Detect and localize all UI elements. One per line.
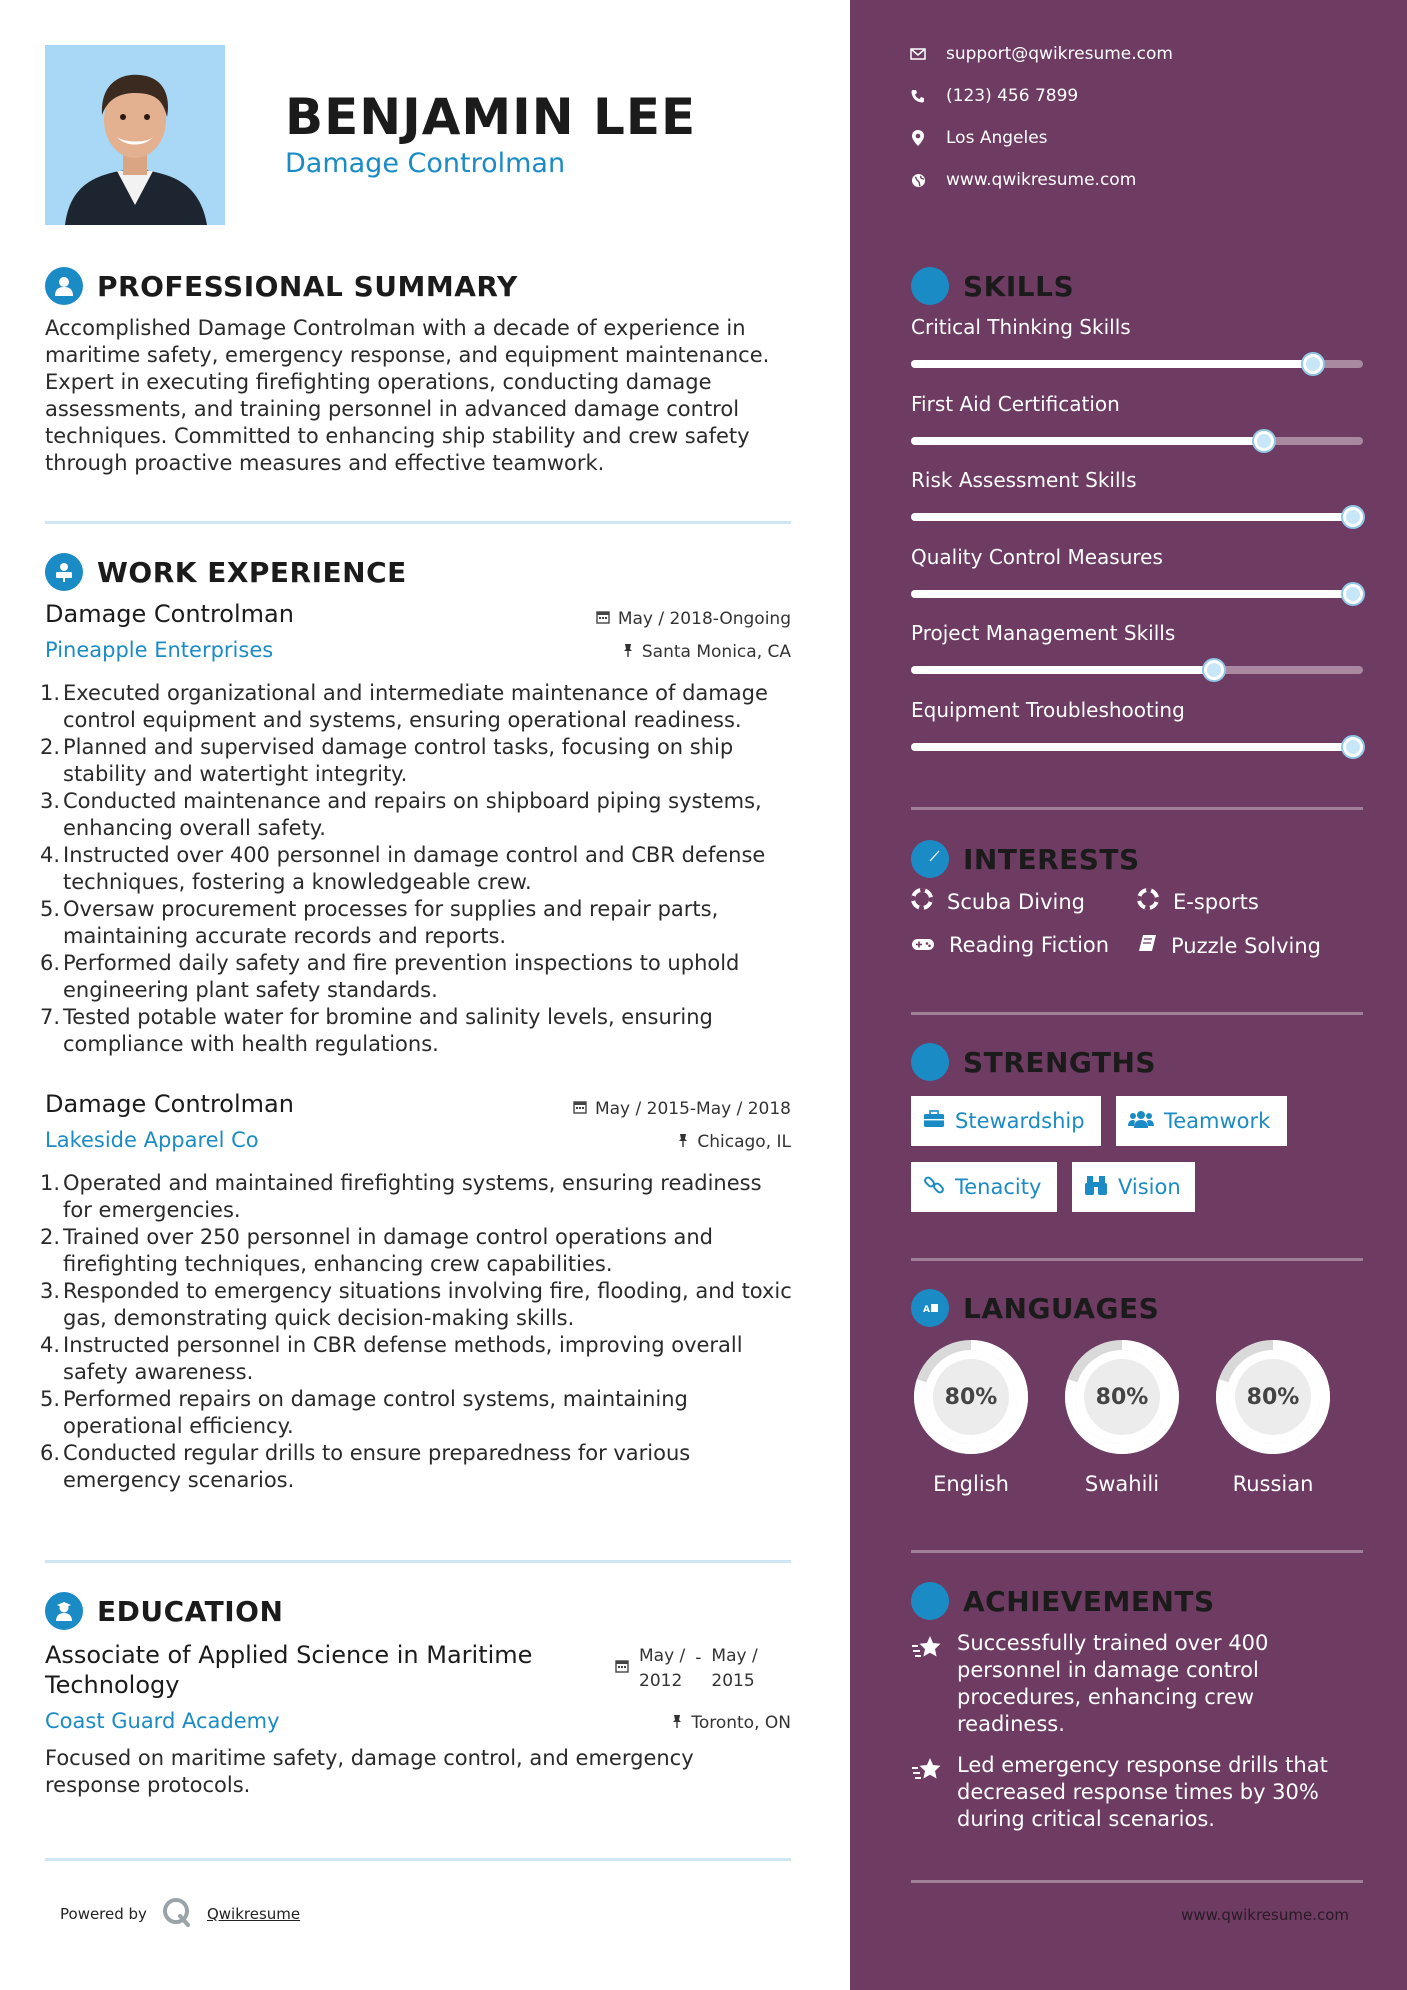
achievement-line: Successfully trained over 400 xyxy=(957,1631,1269,1655)
degree-title xyxy=(45,1640,532,1700)
section-divider xyxy=(45,1560,791,1563)
item-number: 5. xyxy=(40,897,61,921)
experience-title: WORK EXPERIENCE xyxy=(97,555,407,589)
start-line: 2012 xyxy=(639,1671,683,1691)
job-location xyxy=(677,1132,791,1152)
item-number: 2. xyxy=(40,1225,61,1249)
item-number: 1. xyxy=(40,681,61,705)
skill-bar-fill xyxy=(911,360,1313,368)
list-item xyxy=(40,1332,795,1386)
skill-bar-fill xyxy=(911,666,1214,674)
strengths-header xyxy=(911,1043,1156,1081)
interests-title: INTERESTS xyxy=(963,842,1140,876)
gamepad-icon xyxy=(911,933,935,957)
item-line: Performed daily safety and fire prevention inspections to uphold xyxy=(63,951,740,975)
summary-line: maritime safety, emergency response, and equipment maintenance. xyxy=(45,343,770,367)
achievement-line: Led emergency response drills that xyxy=(957,1753,1328,1777)
job-bullets xyxy=(40,680,795,1058)
sidebar-divider xyxy=(911,1880,1363,1883)
skill-name: Project Management Skills xyxy=(911,621,1176,645)
interest-label: E-sports xyxy=(1173,889,1259,914)
lightbulb-icon xyxy=(911,267,949,305)
pin-icon xyxy=(677,1132,689,1152)
list-item xyxy=(40,950,795,1004)
strength-label: Stewardship xyxy=(955,1109,1085,1133)
achievement-text xyxy=(957,1630,1268,1738)
language-percent: 80% xyxy=(1095,1384,1149,1410)
star-icon xyxy=(911,1582,949,1620)
fist-icon xyxy=(911,1043,949,1081)
life-ring-icon xyxy=(1137,888,1159,915)
degree-line: Technology xyxy=(45,1671,180,1699)
item-line: Tested potable water for bromine and salinity levels, ensuring xyxy=(63,1005,713,1029)
item-number: 7. xyxy=(40,1005,61,1029)
education-end xyxy=(711,1644,757,1694)
link-icon xyxy=(923,1174,945,1201)
contact-location xyxy=(910,128,1048,148)
job-company: Pineapple Enterprises xyxy=(45,638,274,662)
item-line: Conducted maintenance and repairs on shipboard piping systems, xyxy=(63,789,762,813)
candidate-title: Damage Controlman xyxy=(285,148,566,179)
interest-label: Reading Fiction xyxy=(949,933,1110,957)
achievement-text xyxy=(957,1752,1328,1833)
job-bullets xyxy=(40,1170,795,1494)
item-line: Operated and maintained firefighting systems, ensuring readiness xyxy=(63,1171,762,1195)
languages-title: LANGUAGES xyxy=(963,1291,1160,1325)
education-start xyxy=(639,1644,685,1694)
shooting-star-icon xyxy=(911,1630,945,1738)
item-number: 3. xyxy=(40,1279,61,1303)
website-text: www.qwikresume.com xyxy=(946,170,1137,190)
skill-name: Critical Thinking Skills xyxy=(911,315,1131,339)
item-line: Instructed over 400 personnel in damage control and CBR defense xyxy=(63,843,766,867)
language-name: Swahili xyxy=(1084,1472,1160,1496)
summary-line: Expert in executing firefighting operations, conducting damage xyxy=(45,370,712,394)
strength-tag xyxy=(911,1162,1057,1212)
job-location xyxy=(622,642,791,662)
presentation-icon xyxy=(45,553,83,591)
language-percent: 80% xyxy=(1246,1384,1300,1410)
language-item xyxy=(1059,1334,1185,1496)
item-line: gas, demonstrating quick decision-making skills. xyxy=(63,1306,575,1330)
interest-label: Puzzle Solving xyxy=(1171,933,1321,958)
languages-header xyxy=(911,1289,1159,1327)
item-line: firefighting techniques, enhancing crew capabilities. xyxy=(63,1252,613,1276)
description-line: Focused on maritime safety, damage control, and emergency xyxy=(45,1746,694,1770)
item-line: enhancing overall safety. xyxy=(63,816,326,840)
strength-label: Tenacity xyxy=(955,1175,1042,1199)
skill-level-knob xyxy=(1343,737,1363,757)
job-title: Damage Controlman xyxy=(45,600,294,628)
job-location-text: Chicago, IL xyxy=(697,1132,791,1152)
education-title: EDUCATION xyxy=(97,1594,284,1628)
skill-bar xyxy=(911,437,1363,445)
skill-bar-fill xyxy=(911,743,1363,751)
contact-phone[interactable] xyxy=(910,86,1078,106)
item-number: 1. xyxy=(40,1171,61,1195)
skill-bar xyxy=(911,590,1363,598)
list-item xyxy=(40,1440,795,1494)
job-date xyxy=(596,609,791,629)
skills-title: SKILLS xyxy=(963,269,1075,303)
skill-name: Quality Control Measures xyxy=(911,544,1163,569)
strength-tag xyxy=(1072,1162,1195,1212)
interest-item xyxy=(911,888,1085,915)
achievement-line: personnel in damage control xyxy=(957,1658,1259,1682)
section-divider xyxy=(45,1858,791,1861)
item-number: 3. xyxy=(40,789,61,813)
list-item xyxy=(40,788,795,842)
item-line: Trained over 250 personnel in damage control operations and xyxy=(63,1225,713,1249)
item-line: Conducted regular drills to ensure preparedness for various xyxy=(63,1441,691,1465)
achievement-line: procedures, enhancing crew xyxy=(957,1685,1255,1709)
job-title: Damage Controlman xyxy=(45,1090,294,1118)
education-location-text: Toronto, ON xyxy=(691,1713,791,1733)
list-item xyxy=(40,1170,795,1224)
language-name: Russian xyxy=(1232,1472,1314,1496)
calendar-icon xyxy=(596,609,610,629)
binoculars-icon xyxy=(1084,1174,1108,1201)
list-item xyxy=(40,1278,795,1332)
skill-name: Risk Assessment Skills xyxy=(911,468,1137,492)
list-item xyxy=(40,1224,795,1278)
skill-name: First Aid Certification xyxy=(911,391,1120,416)
sidebar-divider xyxy=(911,1258,1363,1261)
svg-text:A: A xyxy=(923,1305,930,1315)
skill-bar xyxy=(911,513,1363,521)
footer-website[interactable]: www.qwikresume.com xyxy=(1181,1906,1349,1924)
skill-bar-fill xyxy=(911,590,1363,598)
email-text: support@qwikresume.com xyxy=(946,44,1173,64)
sidebar-divider xyxy=(911,1012,1363,1015)
skill-bar-fill xyxy=(911,437,1264,445)
candidate-name: BENJAMIN LEE xyxy=(285,88,697,146)
strengths-title: STRENGTHS xyxy=(963,1045,1157,1079)
item-line: Planned and supervised damage control tasks, focusing on ship xyxy=(63,735,734,759)
end-line: 2015 xyxy=(711,1671,755,1691)
start-line: May / xyxy=(639,1646,686,1666)
item-line: Performed repairs on damage control systems, maintaining xyxy=(63,1387,688,1411)
list-item xyxy=(40,680,795,734)
strength-label: Teamwork xyxy=(1164,1109,1271,1133)
list-item xyxy=(40,896,795,950)
contact-website[interactable] xyxy=(910,170,1136,190)
user-icon xyxy=(45,267,83,305)
job-company: Lakeside Apparel Co xyxy=(45,1128,259,1152)
pin-icon xyxy=(622,642,634,662)
skill-bar xyxy=(911,666,1363,674)
school-name: Coast Guard Academy xyxy=(45,1709,280,1733)
item-line: Oversaw procurement processes for supplies and repair parts, xyxy=(63,897,719,921)
sidebar-divider xyxy=(911,1550,1363,1553)
calendar-icon xyxy=(615,1644,629,1694)
strength-tag xyxy=(1116,1096,1287,1146)
language-item xyxy=(1210,1334,1336,1496)
users-icon xyxy=(1128,1109,1154,1134)
list-item xyxy=(40,842,795,896)
powered-by-text: Powered by xyxy=(60,1905,147,1923)
achievement-item xyxy=(911,1752,1361,1833)
list-item xyxy=(40,1386,795,1440)
item-line: maintaining accurate records and reports. xyxy=(63,924,507,948)
language-percent: 80% xyxy=(944,1384,998,1410)
job-date xyxy=(573,1099,791,1119)
phone-text: (123) 456 7899 xyxy=(946,86,1079,106)
briefcase-icon xyxy=(923,1109,945,1133)
job-date-text: May / 2018-Ongoing xyxy=(617,609,791,629)
item-line: compliance with health regulations. xyxy=(63,1032,439,1056)
strength-tag xyxy=(911,1096,1101,1146)
location-text: Los Angeles xyxy=(946,128,1048,148)
paper-plane-icon xyxy=(911,840,949,878)
skill-level-knob xyxy=(1343,584,1363,604)
item-line: emergency scenarios. xyxy=(63,1468,295,1492)
education-description xyxy=(45,1745,795,1799)
item-number: 4. xyxy=(40,843,61,867)
date-separator: - xyxy=(695,1648,702,1668)
item-number: 5. xyxy=(40,1387,61,1411)
skills-header xyxy=(911,267,1074,305)
job-date-text: May / 2015-May / 2018 xyxy=(594,1099,791,1119)
language-item xyxy=(908,1334,1034,1496)
education-dates xyxy=(615,1644,758,1694)
end-line: May / xyxy=(711,1646,758,1666)
summary-line: techniques. Committed to enhancing ship stability and crew safety xyxy=(45,424,750,448)
skill-level-knob xyxy=(1343,507,1363,527)
item-line: control equipment and systems, ensuring operational readiness. xyxy=(63,708,742,732)
interest-item xyxy=(911,933,1109,957)
section-divider xyxy=(45,521,791,524)
life-ring-icon xyxy=(911,888,933,915)
achievements-header xyxy=(911,1582,1215,1620)
skill-bar-fill xyxy=(911,513,1363,521)
list-item xyxy=(40,1004,795,1058)
book-icon xyxy=(1137,933,1157,958)
summary-title: PROFESSIONAL SUMMARY xyxy=(97,269,518,303)
skill-level-knob xyxy=(1254,431,1274,451)
globe-icon xyxy=(910,172,926,188)
qwikresume-logo-icon xyxy=(161,1896,193,1932)
profile-photo xyxy=(45,45,225,225)
graduate-icon xyxy=(45,1592,83,1630)
job-location-text: Santa Monica, CA xyxy=(641,642,791,662)
achievement-line: decreased response times by 30% xyxy=(957,1780,1319,1804)
map-marker-icon xyxy=(910,130,926,146)
item-line: Instructed personnel in CBR defense methods, improving overall xyxy=(63,1333,743,1357)
item-number: 6. xyxy=(40,951,61,975)
item-number: 6. xyxy=(40,1441,61,1465)
achievements-title: ACHIEVEMENTS xyxy=(963,1584,1215,1618)
item-line: for emergencies. xyxy=(63,1198,241,1222)
education-location xyxy=(671,1713,791,1733)
sidebar-divider xyxy=(911,807,1363,810)
powered-by xyxy=(60,1896,300,1932)
summary-text xyxy=(45,315,795,477)
calendar-icon xyxy=(573,1099,587,1119)
list-item xyxy=(40,734,795,788)
envelope-icon xyxy=(910,46,926,62)
item-line: safety awareness. xyxy=(63,1360,254,1384)
interest-label: Scuba Diving xyxy=(947,889,1085,914)
skill-name: Equipment Troubleshooting xyxy=(911,697,1185,722)
interest-item xyxy=(1137,933,1321,958)
skill-level-knob xyxy=(1204,660,1224,680)
item-number: 2. xyxy=(40,735,61,759)
contact-email[interactable] xyxy=(910,44,1173,64)
item-line: engineering plant safety standards. xyxy=(63,978,438,1002)
brand-link[interactable]: Qwikresume xyxy=(206,1905,301,1923)
skill-bar xyxy=(911,360,1363,368)
degree-line: Associate of Applied Science in Maritime xyxy=(45,1641,533,1669)
interests-header xyxy=(911,840,1140,878)
shooting-star-icon xyxy=(911,1752,945,1833)
summary-line: assessments, and training personnel in advanced damage control xyxy=(45,397,740,421)
item-line: operational efficiency. xyxy=(63,1414,294,1438)
item-number: 4. xyxy=(40,1333,61,1357)
summary-line: Accomplished Damage Controlman with a decade of experience in xyxy=(45,316,746,340)
translate-icon xyxy=(911,1289,949,1327)
item-line: techniques, fostering a knowledgeable crew. xyxy=(63,870,532,894)
strength-label: Vision xyxy=(1118,1175,1181,1199)
experience-header xyxy=(45,553,407,591)
pin-icon xyxy=(671,1713,683,1733)
interest-item xyxy=(1137,888,1259,915)
item-line: stability and watertight integrity. xyxy=(63,762,408,786)
description-line: response protocols. xyxy=(45,1773,251,1797)
summary-header xyxy=(45,267,518,305)
achievement-line: during critical scenarios. xyxy=(957,1807,1215,1831)
skill-bar xyxy=(911,743,1363,751)
phone-icon xyxy=(910,88,926,104)
summary-line: through proactive measures and effective teamwork. xyxy=(45,451,605,475)
item-line: Executed organizational and intermediate maintenance of damage xyxy=(63,681,768,705)
achievement-item xyxy=(911,1630,1361,1738)
item-line: Responded to emergency situations involving fire, flooding, and toxic xyxy=(63,1279,792,1303)
education-header xyxy=(45,1592,283,1630)
achievement-line: readiness. xyxy=(957,1712,1065,1736)
language-name: English xyxy=(933,1472,1009,1496)
